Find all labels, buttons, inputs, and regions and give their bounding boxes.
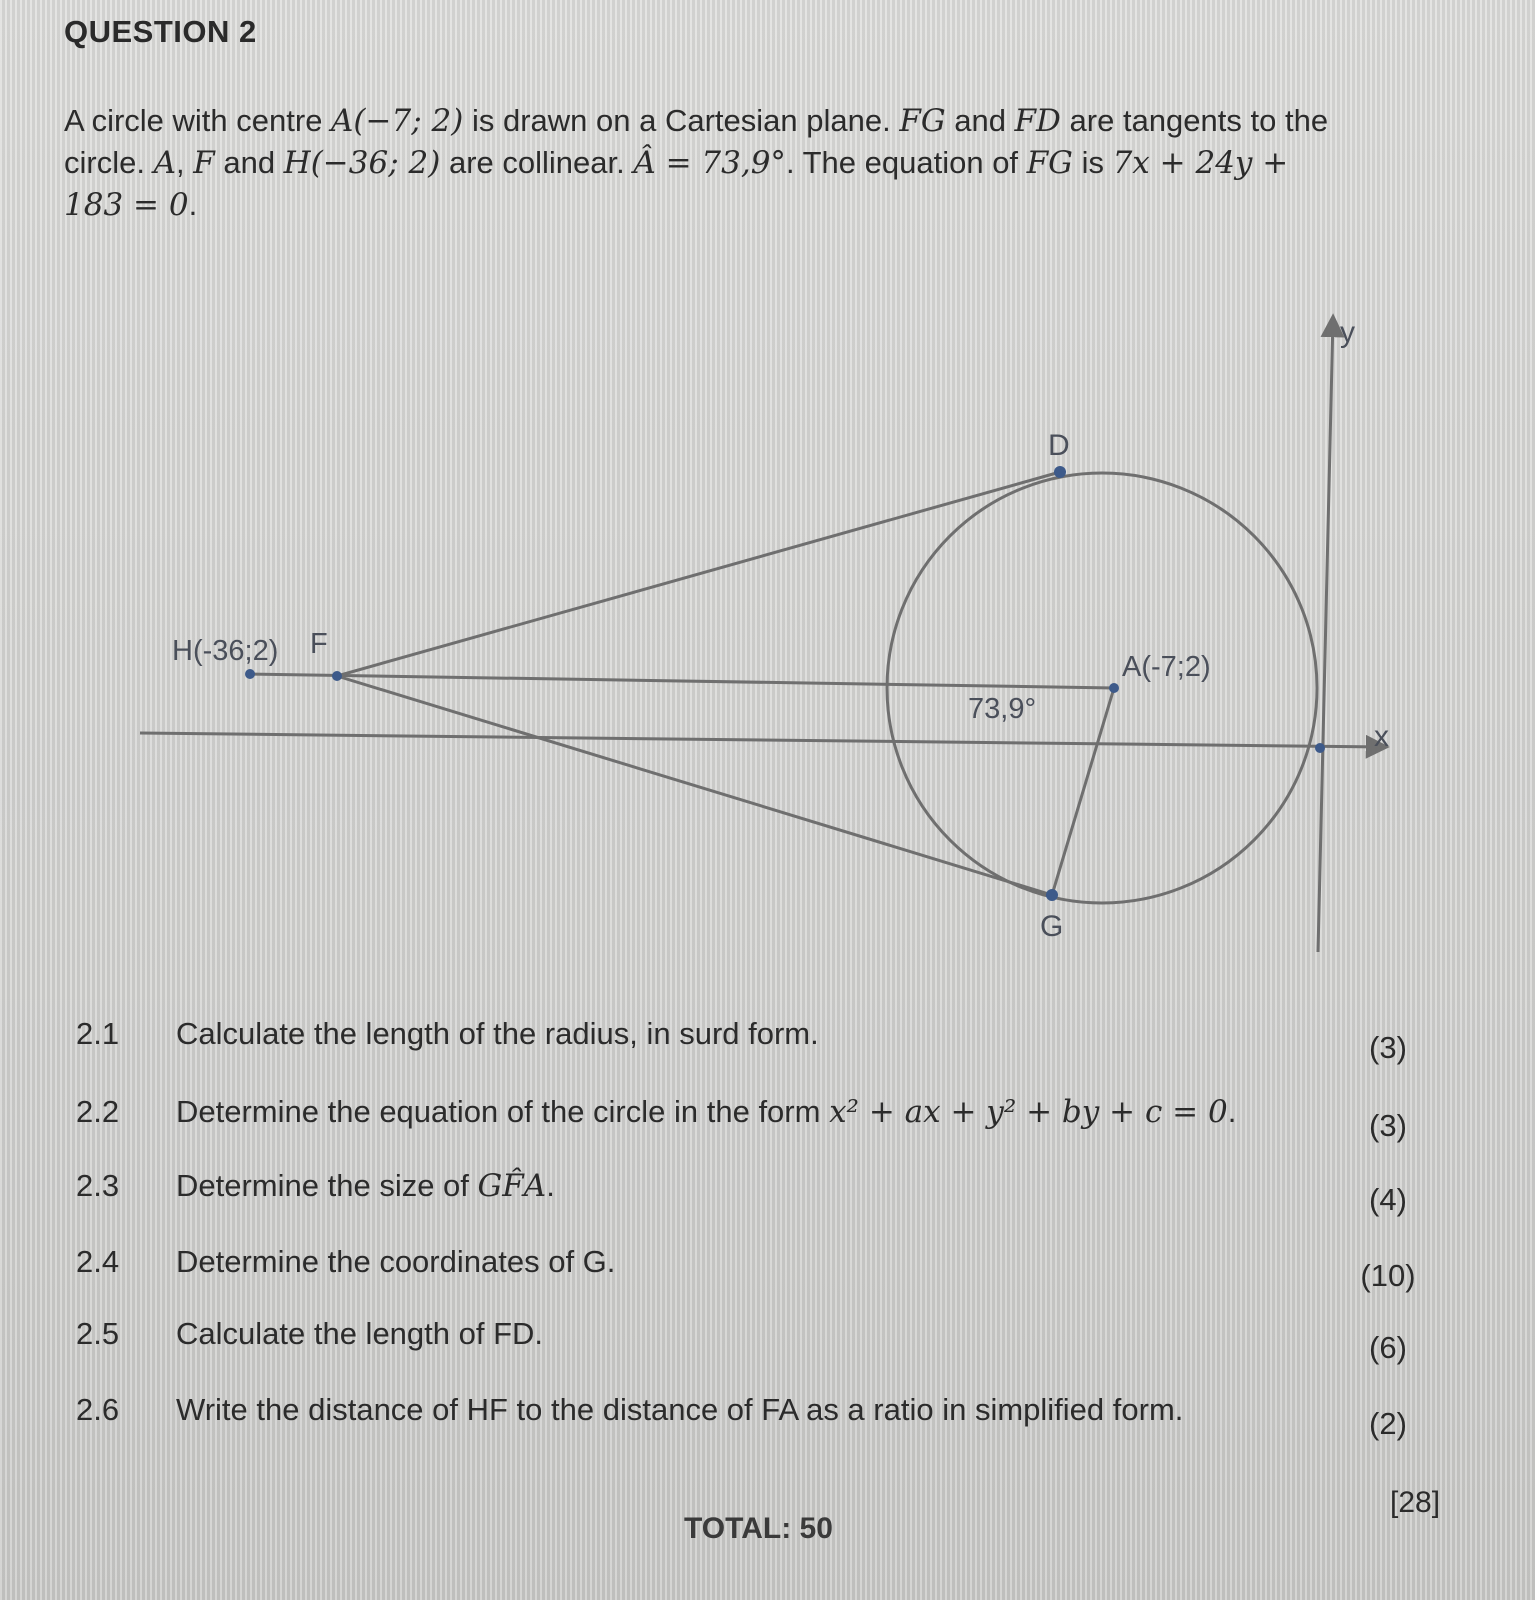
intro-text: and [214,145,284,180]
point-d [1054,466,1066,478]
subquestion-marks: (10) [1360,1258,1416,1293]
intro-math: F [193,145,215,181]
subquestion-number: 2.1 [76,1016,120,1051]
intro-text: , [175,145,194,180]
label-point-a: A(-7;2) [1122,651,1211,683]
subquestion-row [0,1094,1535,1144]
subquestion-text-part: . [1227,1094,1237,1129]
point-h [245,669,255,679]
subquestion-marks: (6) [1369,1330,1407,1365]
x-axis [140,733,1385,747]
label-point-d: D [1048,429,1070,462]
label-angle: 73,9° [968,693,1037,725]
intro-text: A circle with centre [64,103,332,138]
label-point-f: F [310,628,328,660]
intro-math: FG [1026,145,1073,181]
subquestion-marks: (2) [1369,1406,1407,1441]
question-heading: QUESTION 2 [64,14,257,49]
y-axis [1318,318,1333,952]
subquestion-text: Calculate the length of FD. [176,1316,544,1351]
subquestion-row [0,1168,1535,1218]
intro-math: H(−36; 2) [283,145,441,181]
subquestion-number: 2.4 [76,1244,120,1279]
intro-math: 7x + 24y + 183 = 0 [64,145,1289,223]
subquestion-text: Write the distance of HF to the distance of FA as a ratio in simplified form. [176,1392,1184,1427]
subquestion-number: 2.6 [76,1392,120,1427]
subquestion-number: 2.5 [76,1316,120,1351]
label-point-g: G [1040,910,1064,943]
subquestion-marks: (4) [1369,1182,1407,1217]
geometry-diagram [0,300,1535,960]
section-total: [28] [1390,1486,1441,1519]
subquestion-marks: (3) [1369,1108,1407,1143]
subquestion-text: Calculate the length of the radius, in surd form. [176,1016,819,1051]
intro-text: are collinear. [440,145,634,180]
subquestion-row [0,1392,1535,1442]
intro-math: A(−7; 2) [331,103,464,139]
label-x-axis: x [1374,720,1389,753]
grand-total: TOTAL: 50 [684,1512,833,1545]
subquestion-number: 2.2 [76,1094,120,1129]
subquestion-text [176,1094,1236,1130]
subquestion-row [0,1316,1535,1366]
subquestion-text [176,1168,555,1204]
question-intro [64,100,1344,226]
subquestion-row [0,1016,1535,1066]
subquestion-math: x² + ax + y² + by + c = 0 [829,1094,1228,1130]
intro-text: are tangents to the circle. [64,103,1329,180]
line-h-a [250,674,1114,688]
subquestion-number: 2.3 [76,1168,120,1203]
subquestion-text: Determine the coordinates of G. [176,1244,616,1279]
intro-text: and [945,103,1015,138]
intro-text: . [188,187,198,222]
point-x-intercept [1315,743,1325,753]
subquestion-math: GF̂A [477,1168,547,1204]
intro-text: . The equation of [785,145,1027,180]
subquestion-text-part: . [546,1168,555,1203]
intro-math: A [153,145,176,181]
subquestion-text-part: Determine the equation of the circle in the form [176,1094,830,1129]
intro-math: Â = 73,9° [633,145,786,181]
subquestion-text-part: Determine the size of [176,1168,478,1203]
tangent-fg [337,676,1052,895]
intro-text: is [1072,145,1113,180]
intro-text: is drawn on a Cartesian plane. [463,103,900,138]
radius-ag [1052,688,1114,895]
point-a [1109,683,1119,693]
subquestion-row [0,1244,1535,1294]
tangent-fd [337,472,1060,676]
label-point-h: H(-36;2) [172,635,279,667]
subquestion-marks: (3) [1369,1030,1407,1065]
intro-math: FG [899,103,946,139]
point-g [1046,889,1058,901]
intro-math: FD [1014,103,1061,139]
point-f [332,671,342,681]
label-y-axis: y [1340,316,1355,349]
